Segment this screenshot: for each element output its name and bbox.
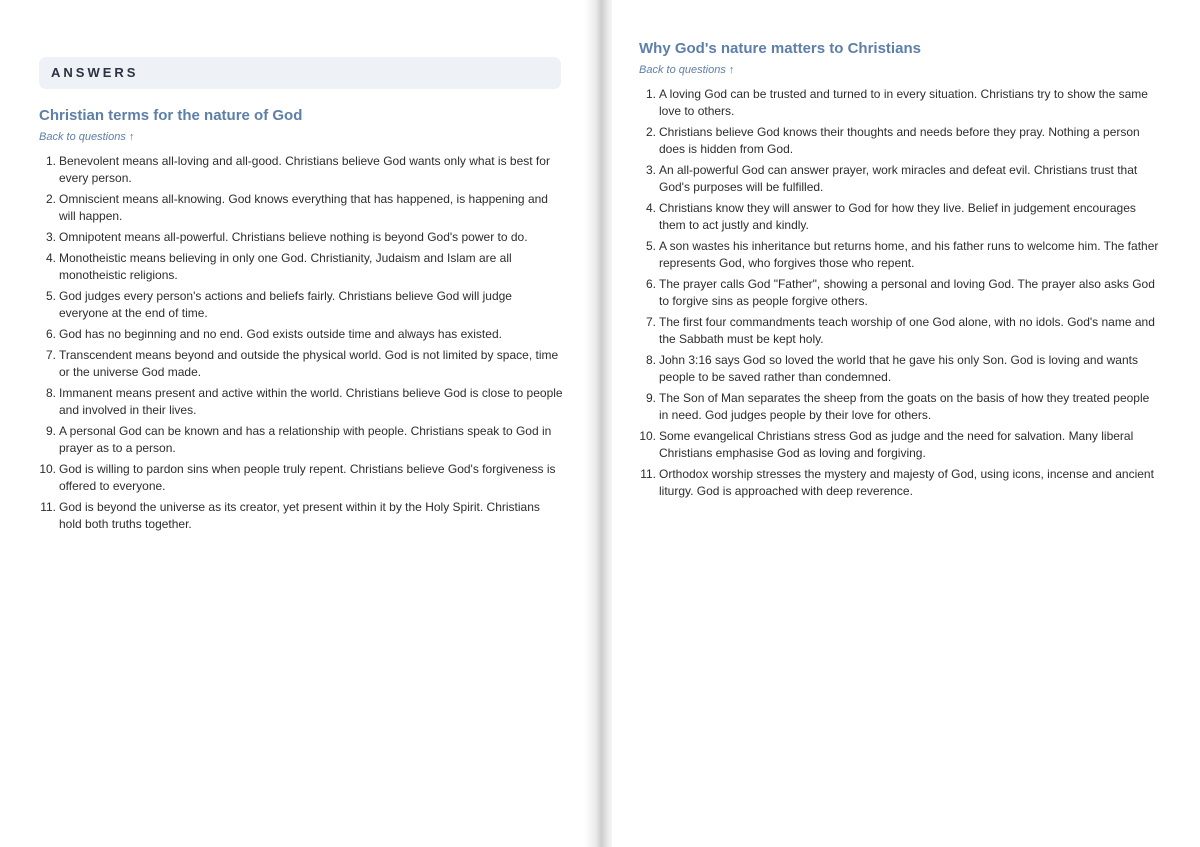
answer-text: Christians believe God knows their thoughts and needs before they pray. Nothing a person does is hidden from God. <box>659 125 1140 156</box>
answer-number: 8. <box>45 386 56 400</box>
answer-number: 9. <box>45 424 56 438</box>
answer-number: 7. <box>45 348 56 362</box>
answer-text: God is beyond the universe as its creator, yet present within it by the Holy Spirit. Christians hold both truths together. <box>59 500 540 531</box>
answer-text: Immanent means present and active within the world. Christians believe God is close to people and involved in their lives. <box>59 386 563 417</box>
back-to-questions-link[interactable]: Back to questions ↑ <box>639 64 735 76</box>
answer-text: The prayer calls God "Father", showing a personal and loving God. The prayer also asks God to forgive sins as people forgive others. <box>659 277 1155 308</box>
answer-number: 1. <box>45 154 56 168</box>
answer-item <box>39 250 563 284</box>
answer-item <box>639 390 1161 424</box>
answer-number: 2. <box>645 125 656 139</box>
answer-number: 6. <box>45 327 56 341</box>
answer-text: The Son of Man separates the sheep from the goats on the basis of how they treated people in need. God judges people by their love for others. <box>659 391 1150 422</box>
answer-text: Omniscient means all-knowing. God knows everything that has happened, is happening and will happen. <box>59 192 548 223</box>
answers-banner <box>39 57 561 89</box>
answers-banner-label: ANSWERS <box>51 65 139 80</box>
answer-number: 10. <box>39 462 56 476</box>
answer-item <box>639 314 1161 348</box>
answer-text: God has no beginning and no end. God exists outside time and always has existed. <box>59 327 502 341</box>
left-page <box>0 0 596 847</box>
answer-item <box>639 466 1161 500</box>
answer-text: Christians know they will answer to God for how they live. Belief in judgement encourages them to act justly and kindly. <box>659 201 1136 232</box>
answer-item <box>639 276 1161 310</box>
answer-item <box>639 428 1161 462</box>
answer-number: 4. <box>645 201 656 215</box>
answer-text: A son wastes his inheritance but returns home, and his father runs to welcome him. The father represents God, who forgives those who repent. <box>659 239 1159 270</box>
back-to-questions-link[interactable]: Back to questions ↑ <box>39 131 135 143</box>
answer-number: 3. <box>645 163 656 177</box>
answer-item <box>39 153 563 187</box>
answer-number: 2. <box>45 192 56 206</box>
answer-item <box>39 499 563 533</box>
why-it-matters-section <box>639 40 1161 504</box>
answer-number: 10. <box>639 429 656 443</box>
answer-text: An all-powerful God can answer prayer, work miracles and defeat evil. Christians trust that God's purposes will be fulfilled. <box>659 163 1138 194</box>
answer-item <box>639 86 1161 120</box>
answer-number: 3. <box>45 230 56 244</box>
answer-item <box>39 326 563 343</box>
answer-text: God judges every person's actions and beliefs fairly. Christians believe God will judge everyone at the end of time. <box>59 289 512 320</box>
answer-item <box>39 385 563 419</box>
answer-item <box>639 352 1161 386</box>
answer-text: Some evangelical Christians stress God as judge and the need for salvation. Many liberal Christians emphasise God as loving and forgiving. <box>659 429 1134 460</box>
answer-item <box>39 461 563 495</box>
answer-list <box>639 86 1161 500</box>
answer-item <box>39 229 563 246</box>
answer-number: 5. <box>45 289 56 303</box>
answer-number: 11. <box>40 500 56 514</box>
answer-text: God is willing to pardon sins when people truly repent. Christians believe God's forgiveness is offered to everyone. <box>59 462 556 493</box>
answer-item <box>639 200 1161 234</box>
answer-item <box>639 162 1161 196</box>
answer-text: Transcendent means beyond and outside the physical world. God is not limited by space, time or the universe God made. <box>59 348 559 379</box>
answer-item <box>39 423 563 457</box>
answer-text: Omnipotent means all-powerful. Christians believe nothing is beyond God's power to do. <box>59 230 528 244</box>
answer-number: 4. <box>45 251 56 265</box>
section-heading: Why God's nature matters to Christians <box>639 40 921 57</box>
answer-text: John 3:16 says God so loved the world that he gave his only Son. God is loving and wants people to be saved rather than condemned. <box>659 353 1138 384</box>
answer-number: 6. <box>645 277 656 291</box>
answer-text: The first four commandments teach worship of one God alone, with no idols. God's name and the Sabbath must be kept holy. <box>659 315 1155 346</box>
answer-number: 5. <box>645 239 656 253</box>
answer-item <box>39 288 563 322</box>
answer-item <box>639 238 1161 272</box>
answer-text: Monotheistic means believing in only one God. Christianity, Judaism and Islam are all monotheistic religions. <box>59 251 512 282</box>
answer-text: A loving God can be trusted and turned to in every situation. Christians try to show the same love to others. <box>659 87 1148 118</box>
nature-terms-section <box>39 107 563 537</box>
page-gutter-shadow <box>585 0 615 847</box>
section-heading: Christian terms for the nature of God <box>39 107 303 124</box>
answer-list <box>39 153 563 533</box>
answer-number: 11. <box>640 467 656 481</box>
answer-number: 8. <box>645 353 656 367</box>
answer-item <box>39 191 563 225</box>
answer-item <box>639 124 1161 158</box>
right-page <box>612 0 1200 847</box>
answer-number: 7. <box>645 315 656 329</box>
answer-number: 1. <box>645 87 656 101</box>
answer-number: 9. <box>645 391 656 405</box>
answer-text: Orthodox worship stresses the mystery and majesty of God, using icons, incense and ancient liturgy. God is approached with deep reverence. <box>659 467 1154 498</box>
answer-text: Benevolent means all-loving and all-good. Christians believe God wants only what is best for every person. <box>59 154 550 185</box>
answer-item <box>39 347 563 381</box>
answer-text: A personal God can be known and has a relationship with people. Christians speak to God in prayer as to a person. <box>59 424 552 455</box>
